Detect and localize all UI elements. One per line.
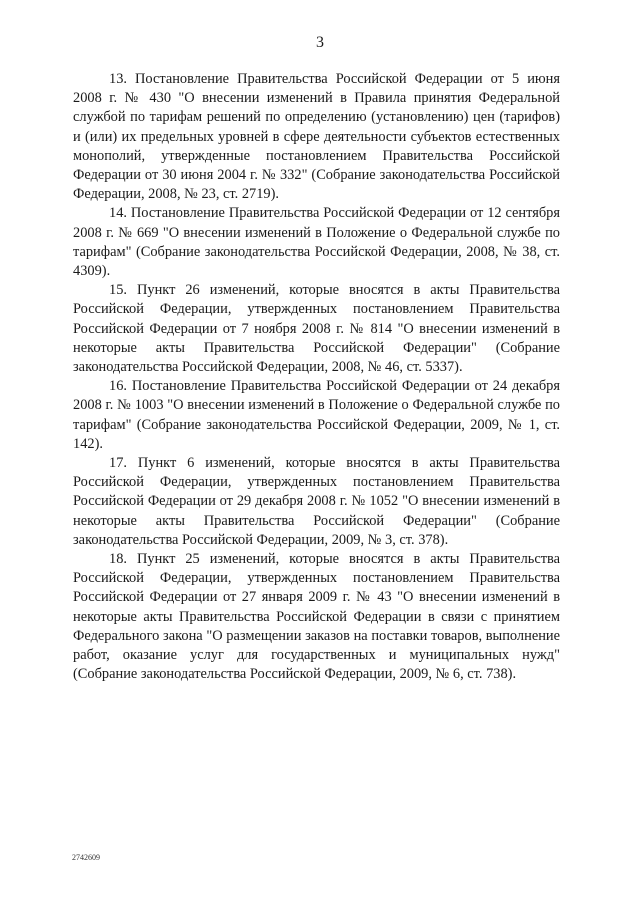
list-item-13: 13. Постановление Правительства Российской Федерации от 5 июня 2008 г. № 430 "О внесении изменений в Правила принятия Федеральной службой по тарифам решений по определению (установлению) цен (тарифов) и (или) их предельных уровней в сфере деятельности субъектов естественных монополий, утвержденные постановлением Правительства Российской Федерации от 30 июня 2004 г. № 332" (Собрание законодательства Российской Федерации, 2008, № 23, ст. 2719).: [73, 71, 560, 203]
page-number: 3: [316, 34, 324, 51]
document-body: [73, 70, 560, 685]
list-item-17: 17. Пункт 6 изменений, которые вносятся в акты Правительства Российской Федерации, утвержденных постановлением Правительства Российской Федерации от 29 декабря 2008 г. № 1052 "О внесении изменений в некоторые акты Правительства Российской Федерации" (Собрание законодательства Российской Федерации, 2009, № 3, ст. 378).: [73, 455, 560, 548]
list-item-15: 15. Пункт 26 изменений, которые вносятся в акты Правительства Российской Федерации, утвержденных постановлением Правительства Российской Федерации от 7 ноября 2008 г. № 814 "О внесении изменений в некоторые акты Правительства Российской Федерации" (Собрание законодательства Российской Федерации, 2008, № 46, ст. 5337).: [73, 282, 560, 376]
document-code: 2742609: [72, 853, 100, 862]
list-item-18: 18. Пункт 25 изменений, которые вносятся в акты Правительства Российской Федерации, утвержденных постановлением Правительства Российской Федерации от 27 января 2009 г. № 43 "О внесении изменений в некоторые акты Правительства Российской Федерации в связи с принятием Федерального закона "О размещении заказов на поставки товаров, выполнение работ, оказание услуг для государственных и муниципальных нужд" (Собрание законодательства Российской Федерации, 2009, № 6, ст. 738).: [73, 551, 560, 683]
list-item-16: 16. Постановление Правительства Российской Федерации от 24 декабря 2008 г. № 1003 "О внесении изменений в Положение о Федеральной службе по тарифам" (Собрание законодательства Российской Федерации, 2009, № 1, ст. 142).: [73, 378, 560, 452]
list-item-14: 14. Постановление Правительства Российской Федерации от 12 сентября 2008 г. № 669 "О внесении изменений в Положение о Федеральной службе по тарифам" (Собрание законодательства Российской Федерации, 2008, № 38, ст. 4309).: [73, 205, 560, 280]
